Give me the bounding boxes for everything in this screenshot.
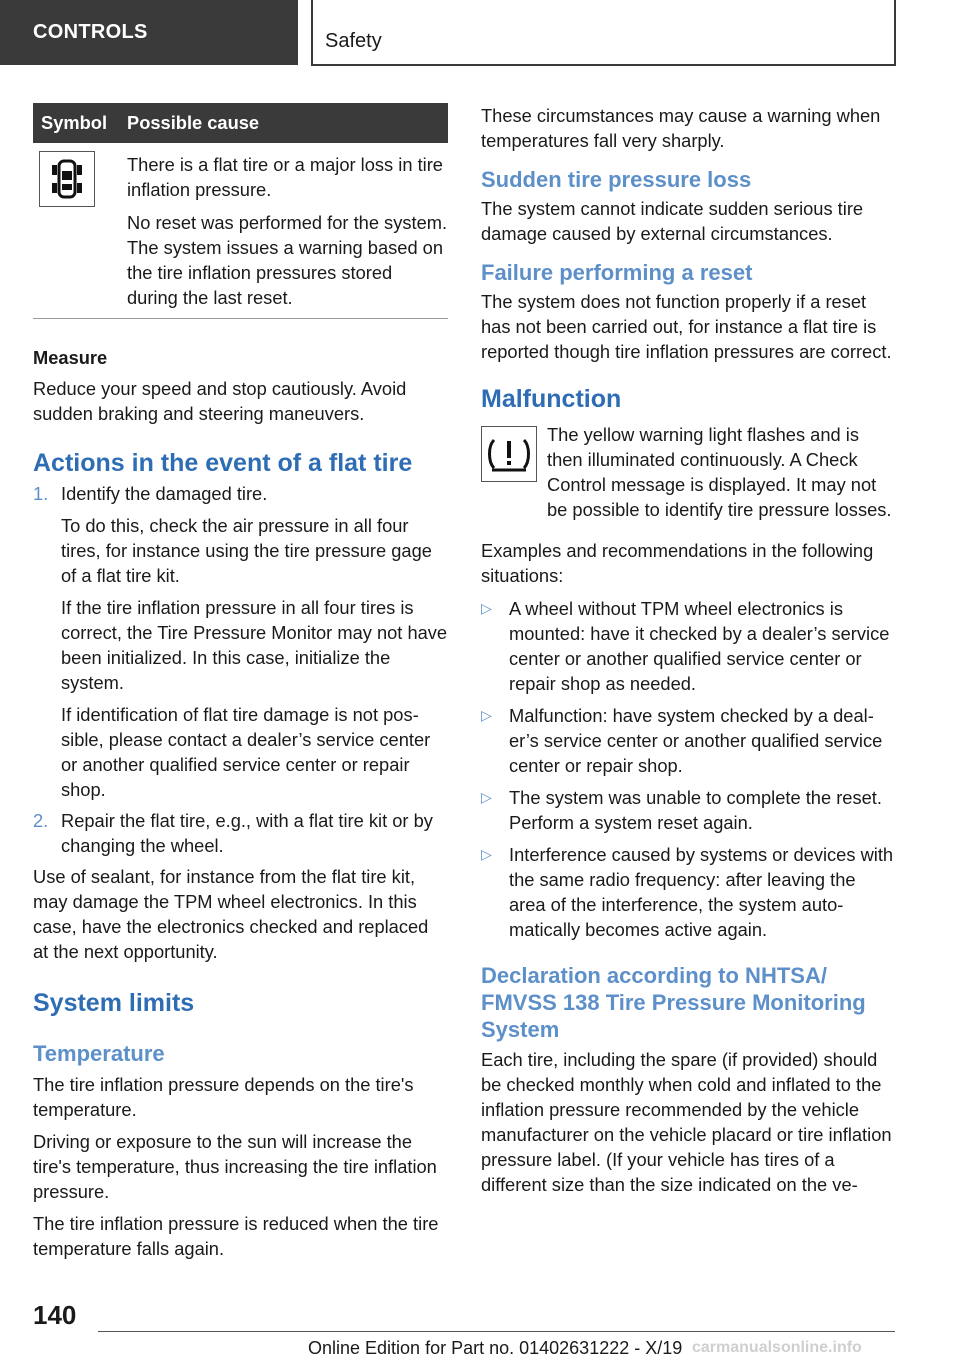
bullet-triangle-icon: ▷: [481, 600, 492, 616]
malfunction-text: [481, 422, 894, 522]
step-text: To do this, check the air pressure in all four tires, for instance using the tire pressure gage of a flat tire kit.: [61, 515, 432, 586]
step-text: If the tire inflation pressure in all four tires is correct, the Tire Pressure Monitor may not have been initialized. In this case, initialize the system.: [61, 597, 448, 693]
temperature-text: These circumstances may cause a warning when temperatures fall very sharply.: [481, 105, 881, 151]
cause-text: There is a flat tire or a major loss in tire inflation pressure.: [127, 154, 443, 200]
list-item: [481, 703, 894, 778]
step-number: 2.: [33, 810, 49, 831]
step-text: Repair the flat tire, e.g., with a flat tire kit or by changing the wheel.: [61, 810, 433, 856]
list-item: [481, 596, 894, 696]
page-number: 140: [33, 1300, 77, 1330]
list-item: [33, 808, 448, 858]
sudden-loss-text: The system cannot indicate sudden serious tire damage caused by external circumstances.: [481, 198, 864, 244]
temperature-heading: Temperature: [33, 1041, 165, 1066]
temperature-text: The tire inflation pressure is reduced when the tire temperature falls again.: [33, 1213, 439, 1259]
list-item: [481, 842, 894, 942]
section-tab: CONTROLS: [0, 0, 298, 65]
list-item-text: Interference caused by systems or devices with the same radio frequency: after leaving the area of the interference, the system automatically becomes active again.: [509, 844, 894, 940]
list-item: [481, 785, 894, 835]
cause-column-header: Possible cause: [119, 103, 448, 143]
left-column: [33, 103, 448, 1261]
step-text: If identification of flat tire damage is not possible, please contact a dealer’s service center or another qualified service center or repair shop.: [61, 704, 431, 800]
reset-failure-heading: Failure performing a reset: [481, 260, 753, 285]
edition-text: Online Edition for Part no. 01402631222 - X/19: [308, 1338, 683, 1358]
declaration-heading: Declaration according to NHTSA/ FMVSS 138 Tire Pressure Monitoring System: [481, 963, 866, 1042]
flat-tire-steps: [33, 481, 448, 858]
step-number: 1.: [33, 483, 49, 504]
cause-text: No reset was performed for the system. The system issues a warning based on the tire inflation pressures stored during the last reset.: [127, 212, 448, 308]
examples-intro: Examples and recommendations in the following situations:: [481, 540, 874, 586]
list-item-text: Malfunction: have system checked by a dealer’s service center or another qualified service center or repair shop.: [509, 705, 883, 776]
malfunction-list: [481, 596, 894, 942]
measure-text: Reduce your speed and stop cautiously. Avoid sudden braking and steering maneuvers.: [33, 378, 407, 424]
system-limits-heading: System limits: [33, 989, 195, 1017]
malfunction-text-wrap: [481, 422, 894, 522]
measure-heading: Measure: [33, 347, 108, 368]
list-item: [33, 481, 448, 802]
watermark: carmanualsonline.info: [692, 1339, 862, 1356]
bullet-triangle-icon: ▷: [481, 789, 492, 805]
step-text: Identify the damaged tire.: [61, 483, 268, 504]
declaration-text: Each tire, including the spare (if provided) should be checked monthly when cold and inflated to the inflation pressure recommended by the vehicle manufacturer on the vehicle placard or tire inflation pressure label. (If your vehicle has tires of a different size than the size indicated on the ve-: [481, 1049, 892, 1195]
tire-pressure-warning-icon: [481, 426, 537, 482]
list-item-text: The system was unable to complete the reset. Perform a system reset again.: [509, 787, 882, 833]
chapter-tab-frame: [311, 0, 896, 66]
malfunction-heading: Malfunction: [481, 385, 622, 413]
temperature-text: The tire inflation pressure depends on the tire's temperature.: [33, 1074, 414, 1120]
malfunction-block: [481, 422, 894, 522]
table-row: [33, 143, 448, 319]
bullet-triangle-icon: ▷: [481, 846, 492, 862]
bullet-triangle-icon: ▷: [481, 707, 492, 723]
symbol-cell: [33, 143, 119, 319]
list-item-text: A wheel without TPM wheel electronics is mounted: have it checked by a dealer’s service center or another qualified service center or repair shop as needed.: [509, 598, 890, 694]
symbol-column-header: Symbol: [33, 103, 119, 143]
flat-tire-heading: Actions in the event of a flat tire: [33, 449, 413, 477]
chapter-title: Safety: [325, 30, 382, 52]
malfunction-description: The yellow warning light flashes and is then illuminated continuously. A Check Control message is displayed. It may not be possible to identify tire pressure losses.: [547, 424, 892, 520]
footer-divider: [98, 1331, 895, 1332]
sudden-loss-heading: Sudden tire pressure loss: [481, 167, 752, 192]
tire-pressure-car-icon: [39, 151, 95, 207]
right-column: [481, 103, 894, 1197]
temperature-text: Driving or exposure to the sun will increase the tire's temperature, thus increasing the tire inflation pressure.: [33, 1131, 437, 1202]
cause-cell: [119, 143, 448, 319]
reset-failure-text: The system does not function properly if a reset has not been carried out, for instance a flat tire is reported though tire inflation pressures are correct.: [481, 291, 892, 362]
symbol-table: [33, 103, 448, 319]
sealant-note: Use of sealant, for instance from the flat tire kit, may damage the TPM wheel electronics. In this case, have the electronics checked and replaced at the next opportunity.: [33, 866, 429, 962]
